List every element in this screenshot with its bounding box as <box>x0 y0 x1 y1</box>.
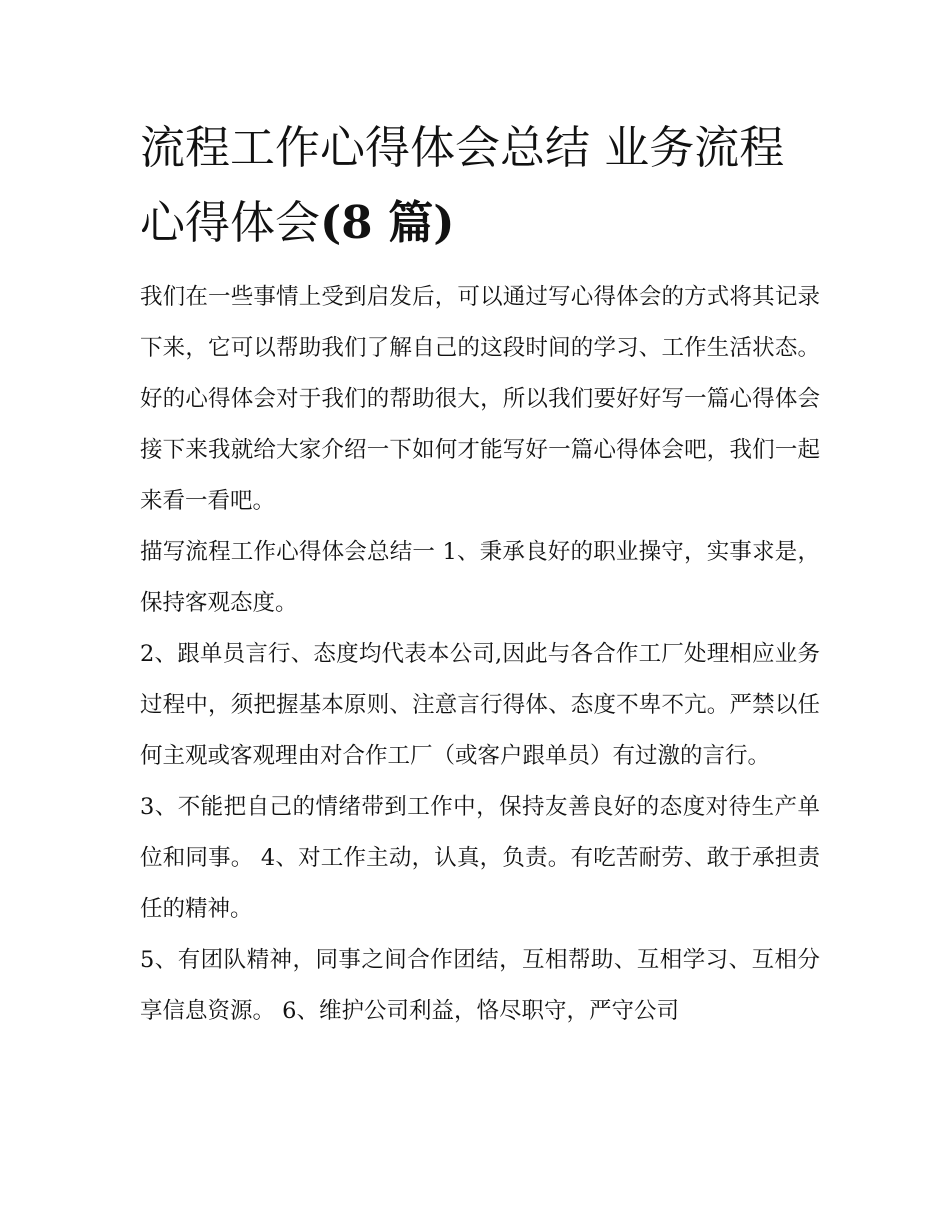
paragraph-intro: 我们在一些事情上受到启发后，可以通过写心得体会的方式将其记录下来，它可以帮助我们了解自己的这段时间的学习、工作生活状态。好的心得体会对于我们的帮助很大，所以我们要好好写一篇心得体会接下来我就给大家介绍一下如何才能写好一篇心得体会吧，我们一起来看一看吧。 <box>140 284 820 514</box>
document-title-suffix: (8 篇) <box>320 196 455 249</box>
paragraph-item-2: 2、跟单员言行、态度均代表本公司,因此与各合作工厂处理相应业务过程中，须把握基本原则、注意言行得体、态度不卑不亢。严禁以任何主观或客观理由对合作工厂（或客户跟单员）有过激的言行。 <box>140 641 820 769</box>
document-content <box>140 110 820 1037</box>
document-title-main: 流程工作心得体会总结 业务流程心得体会 <box>140 121 785 249</box>
paragraph-item-1: 描写流程工作心得体会总结一 1、秉承良好的职业操守，实事求是，保持客观态度。 <box>140 539 820 616</box>
paragraph-item-5-6: 5、有团队精神，同事之间合作团结，互相帮助、互相学习、互相分享信息资源。 6、维护公司利益，恪尽职守，严守公司 <box>140 947 820 1024</box>
paragraph-item-3-4: 3、不能把自己的情绪带到工作中，保持友善良好的态度对待生产单位和同事。 4、对工作主动，认真，负责。有吃苦耐劳、敢于承担责任的精神。 <box>140 794 820 922</box>
document-title <box>140 110 820 260</box>
